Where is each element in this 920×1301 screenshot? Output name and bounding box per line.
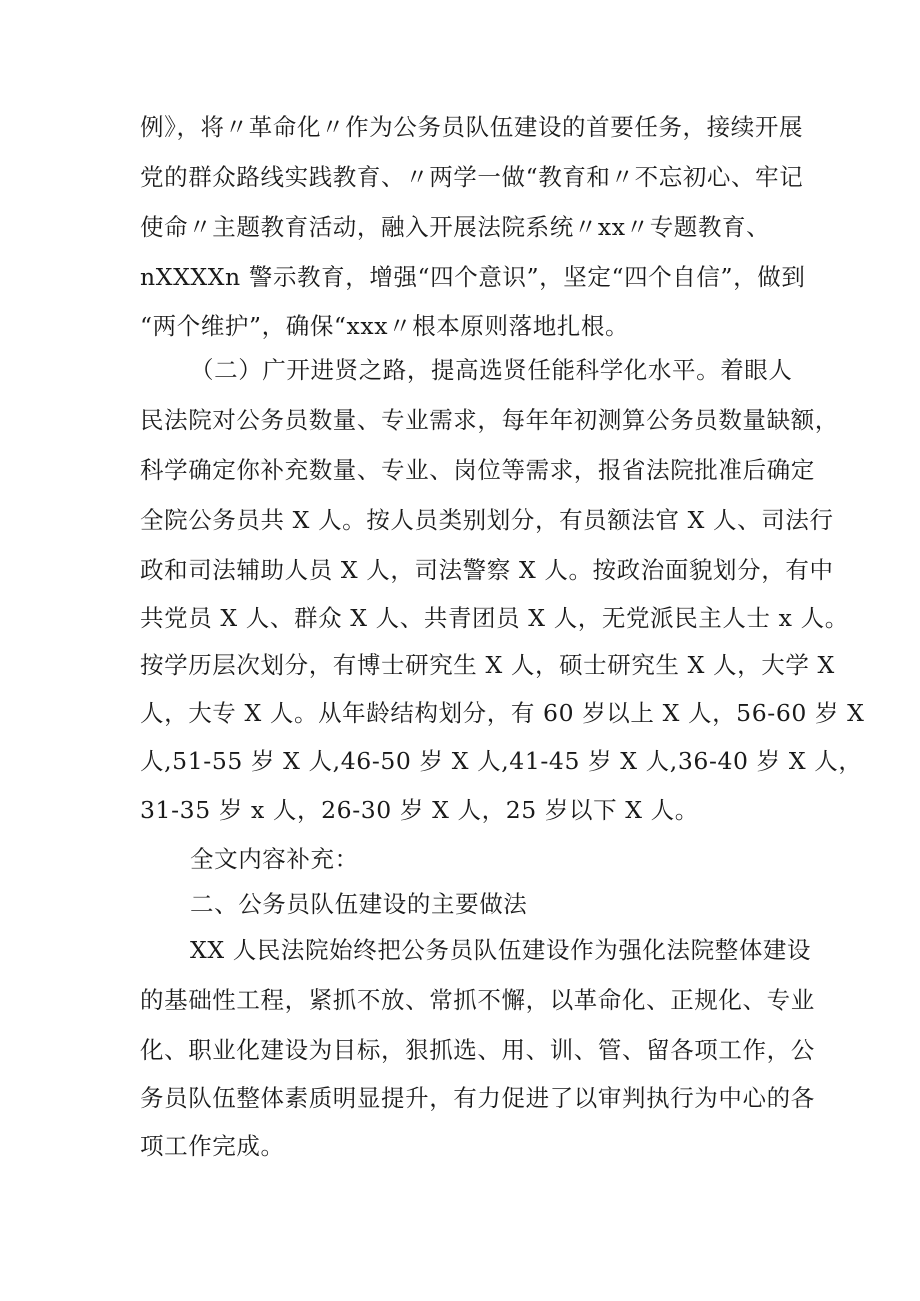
section-heading-line: （二）广开进贤之路，提高选贤任能科学化水平。着眼人 xyxy=(190,356,793,384)
text-line: 务员队伍整体素质明显提升，有力促进了以审判执行为中心的各 xyxy=(140,1084,815,1112)
text-line: 的基础性工程，紧抓不放、常抓不懈，以革命化、正规化、专业 xyxy=(140,986,815,1014)
text-line: 化、职业化建设为目标，狠抓选、用、训、管、留各项工作，公 xyxy=(140,1036,815,1064)
text-line: 科学确定你补充数量、专业、岗位等需求，报省法院批准后确定 xyxy=(140,456,815,484)
supplement-label: 全文内容补充： xyxy=(190,845,359,873)
text-line: 按学历层次划分，有博士研究生 X 人，硕士研究生 X 人，大学 X xyxy=(140,651,835,679)
text-line: 使命〃主题教育活动，融入开展法院系统〃xx〃专题教育、 xyxy=(140,213,771,241)
text-line: 人,51-55 岁 X 人,46-50 岁 X 人,41-45 岁 X 人,36-40 岁 X 人， xyxy=(140,747,863,775)
text-line: 例》，将〃革命化〃作为公务员队伍建设的首要任务，接续开展 xyxy=(140,113,804,141)
text-line: 31-35 岁 x 人，26-30 岁 X 人，25 岁以下 X 人。 xyxy=(140,796,699,824)
text-line: “两个维护”，确保“xxx〃根本原则落地扎根。 xyxy=(140,312,630,340)
text-line: 政和司法辅助人员 X 人，司法警察 X 人。按政治面貌划分，有中 xyxy=(140,556,834,584)
text-line: 全院公务员共 X 人。按人员类别划分，有员额法官 X 人、司法行 xyxy=(140,506,834,534)
text-line: XX 人民法院始终把公务员队伍建设作为强化法院整体建设 xyxy=(190,936,812,964)
section-title: 二、公务员队伍建设的主要做法 xyxy=(190,890,528,918)
text-line: 共党员 X 人、群众 X 人、共青团员 X 人，无党派民主人士 x 人。 xyxy=(140,604,849,632)
text-line: 党的群众路线实践教育、〃两学一做“教育和〃不忘初心、牢记 xyxy=(140,163,804,191)
text-line: 民法院对公务员数量、专业需求，每年年初测算公务员数量缺额， xyxy=(140,406,839,434)
text-line: nXXXXn 警示教育，增强“四个意识”，坚定“四个自信”，做到 xyxy=(140,263,806,291)
text-line: 人，大专 X 人。从年龄结构划分，有 60 岁以上 X 人，56-60 岁 X xyxy=(140,699,865,727)
text-line: 项工作完成。 xyxy=(140,1132,285,1160)
